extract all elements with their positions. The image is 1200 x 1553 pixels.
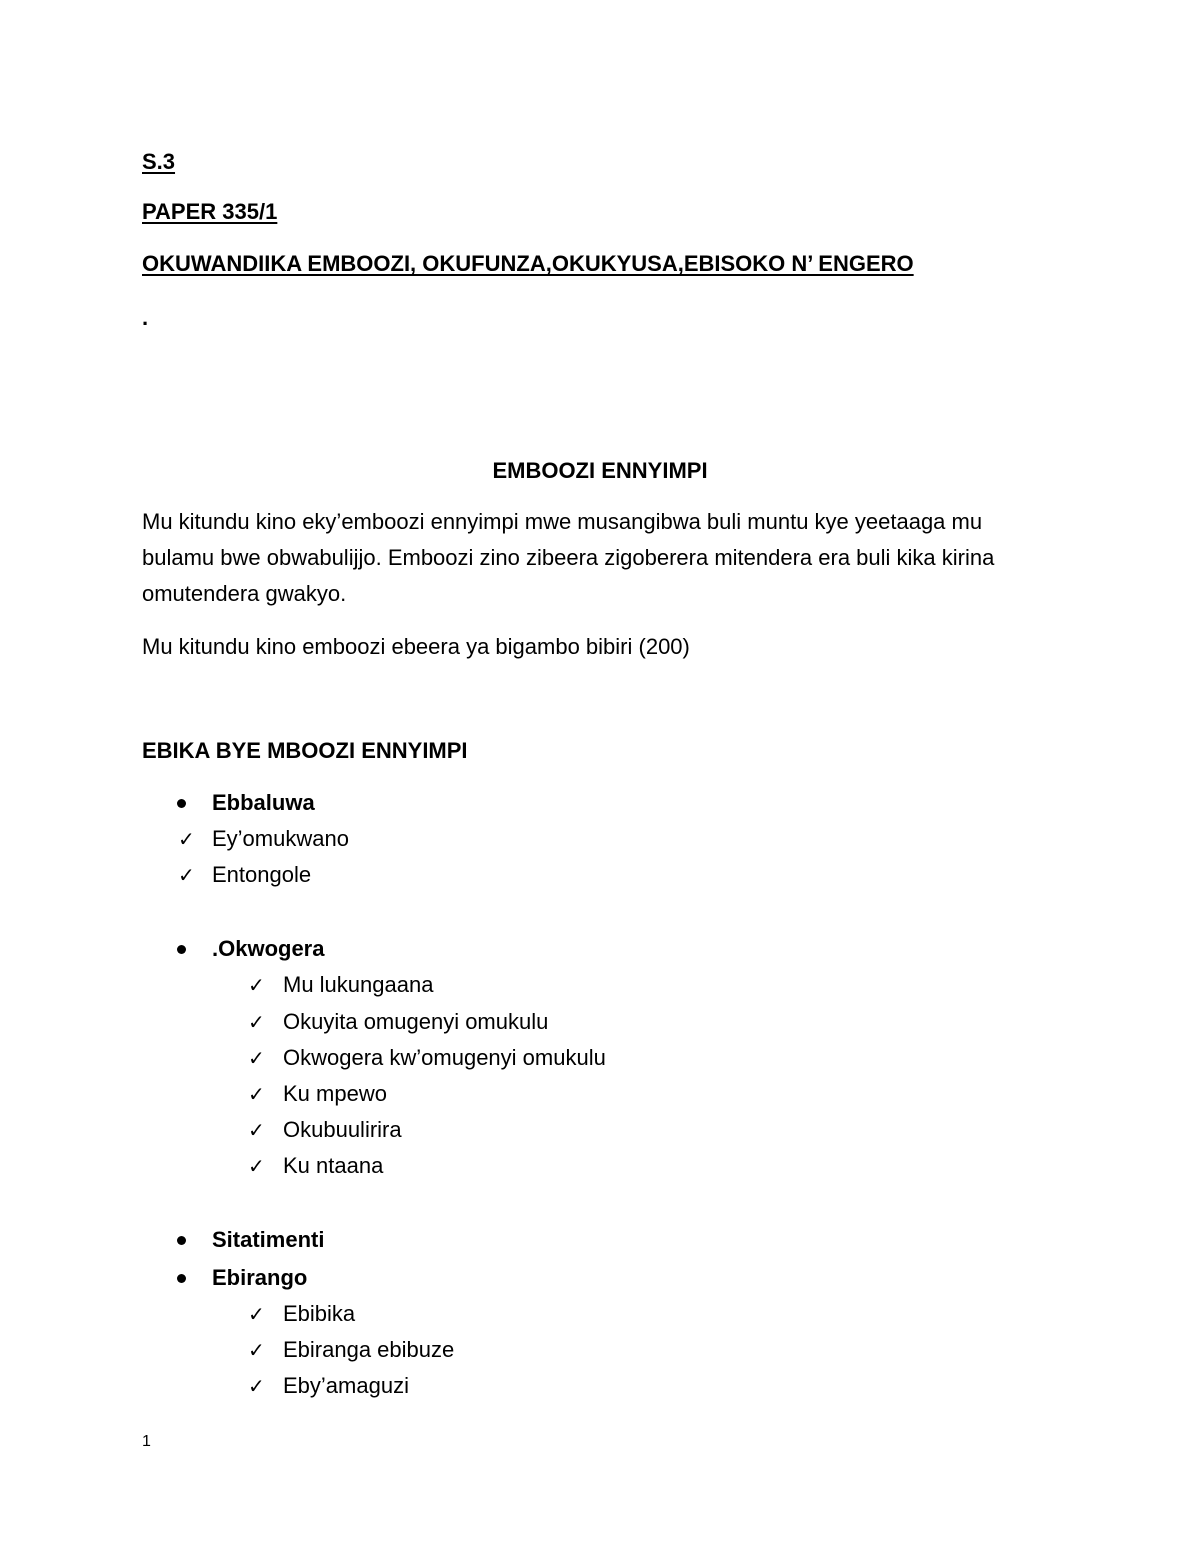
sub-item-label: Okubuulirira [283, 1117, 402, 1142]
class-label: S.3 [142, 149, 176, 174]
checkmark-icon: ✓ [248, 973, 265, 997]
checkmark-icon: ✓ [248, 1118, 265, 1142]
paper-label: PAPER 335/1 [142, 199, 278, 224]
sub-item-label: Ey’omukwano [212, 826, 349, 851]
checkmark-icon: ✓ [248, 1374, 265, 1398]
intro-paragraph: Mu kitundu kino eky’emboozi ennyimpi mwe musangibwa buli muntu kye yeetaaga mu bulamu bwe obwabulijjo. Emboozi zino zibeera zigoberera mitendera era buli kika kirina omutendera gwakyo. [142, 509, 995, 606]
sub-item-label: Okwogera kw’omugenyi omukulu [283, 1045, 606, 1070]
bullet-icon [177, 799, 186, 808]
bullet-icon [177, 1236, 186, 1245]
checkmark-icon: ✓ [248, 1082, 265, 1106]
list-item-label: Ebirango [212, 1265, 308, 1290]
sub-item-label: Eby’amaguzi [283, 1373, 409, 1398]
list-item-label: .Okwogera [212, 936, 325, 961]
word-count-paragraph: Mu kitundu kino emboozi ebeera ya bigambo bibiri (200) [142, 634, 690, 659]
sub-item-label: Ebiranga ebibuze [283, 1337, 455, 1362]
bullet-icon [177, 945, 186, 954]
sub-item-label: Mu lukungaana [283, 972, 434, 997]
checkmark-icon: ✓ [178, 863, 195, 887]
checkmark-icon: ✓ [248, 1154, 265, 1178]
checkmark-icon: ✓ [248, 1338, 265, 1362]
checkmark-icon: ✓ [178, 827, 195, 851]
section-heading: EMBOOZI ENNYIMPI [492, 458, 708, 483]
main-title: OKUWANDIIKA EMBOOZI, OKUFUNZA,OKUKYUSA,EBISOKO N’ ENGERO [142, 251, 914, 276]
page-number: 1 [142, 1433, 151, 1450]
checkmark-icon: ✓ [248, 1010, 265, 1034]
sub-item-label: Ebibika [283, 1301, 356, 1326]
bullet-icon [177, 1274, 186, 1283]
sub-item-label: Ku ntaana [283, 1153, 384, 1178]
checkmark-icon: ✓ [248, 1302, 265, 1326]
sub-item-label: Ku mpewo [283, 1081, 387, 1106]
checkmark-icon: ✓ [248, 1046, 265, 1070]
sub-item-label: Okuyita omugenyi omukulu [283, 1009, 549, 1034]
dot-mark: . [142, 305, 149, 330]
types-heading: EBIKA BYE MBOOZI ENNYIMPI [142, 738, 468, 763]
list-item-label: Sitatimenti [212, 1227, 325, 1252]
list-item-label: Ebbaluwa [212, 790, 315, 815]
sub-item-label: Entongole [212, 862, 312, 887]
